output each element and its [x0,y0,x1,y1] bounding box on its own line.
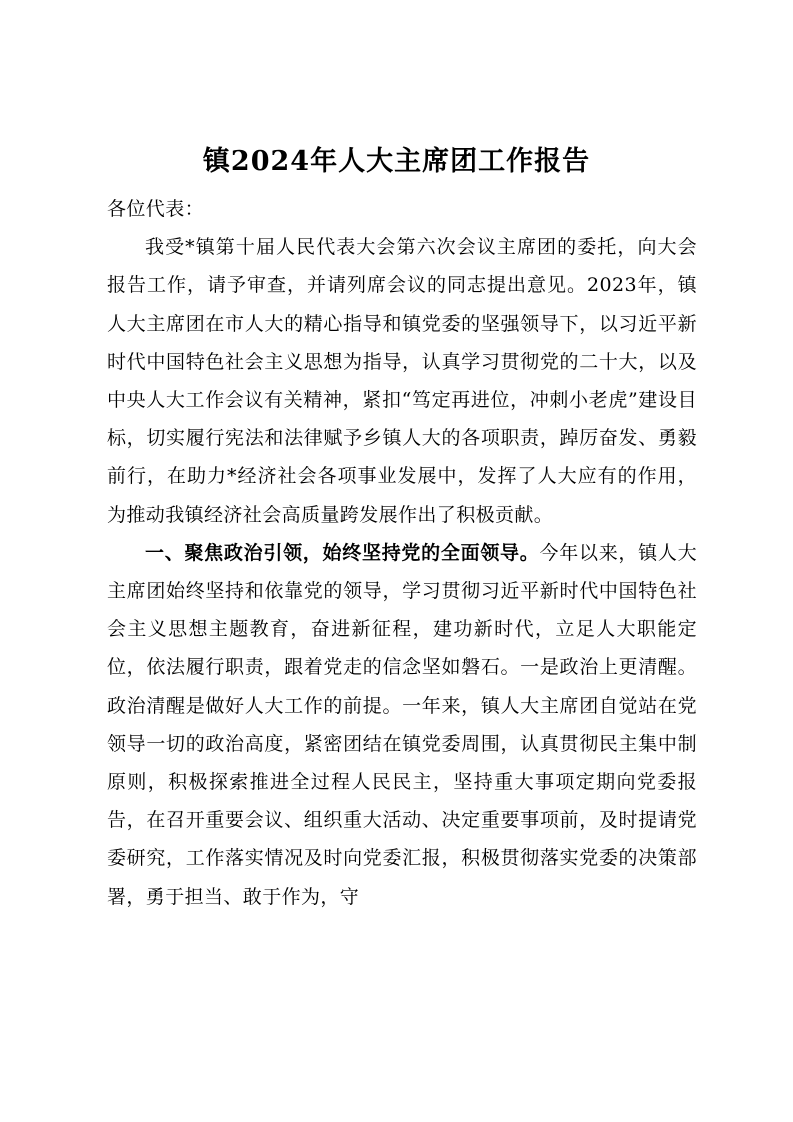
paragraph-lead: 一、聚焦政治引领，始终坚持党的全面领导。 [145,541,540,564]
paragraph-text: 今年以来，镇人大主席团始终坚持和依靠党的领导，学习贯彻习近平新时代中国特色社会主义思想主题教育，奋进新征程，建功新时代，立足人大职能定位，依法履行职责，跟着党走的信念坚如磐石。一是政治上更清醒。政治清醒是做好人大工作的前提。一年来，镇人大主席团自觉站在党领导一切的政治高度，紧密团结在镇党委周围，认真贯彻民主集中制原则，积极探索推进全过程人民民主，坚持重大事项定期向党委报告，在召开重要会议、组织重大活动、决定重要事项前，及时提请党委研究，工作落实情况及时向党委汇报，积极贯彻落实党委的决策部署，勇于担当、敢于作为，守 [107,541,697,908]
salutation: 各位代表： [107,198,205,220]
document-title: 镇2024年人大主席团工作报告 [202,146,591,177]
paragraph-intro [107,228,697,534]
paragraph-section-one [107,534,697,916]
paragraph-text: 我受*镇第十届人民代表大会第六次会议主席团的委托，向大会报告工作，请予审查，并请列席会议的同志提出意见。2023年，镇人大主席团在市人大的精心指导和镇党委的坚强领导下，以习近平新时代中国特色社会主义思想为指导，认真学习贯彻党的二十大，以及中央人大工作会议有关精神，紧扣“笃定再进位，冲刺小老虎”建设目标，切实履行宪法和法律赋予乡镇人大的各项职责，踔厉奋发、勇毅前行，在助力*经济社会各项事业发展中，发挥了人大应有的作用，为推动我镇经济社会高质量跨发展作出了积极贡献。 [107,236,697,526]
document-body [107,190,697,916]
